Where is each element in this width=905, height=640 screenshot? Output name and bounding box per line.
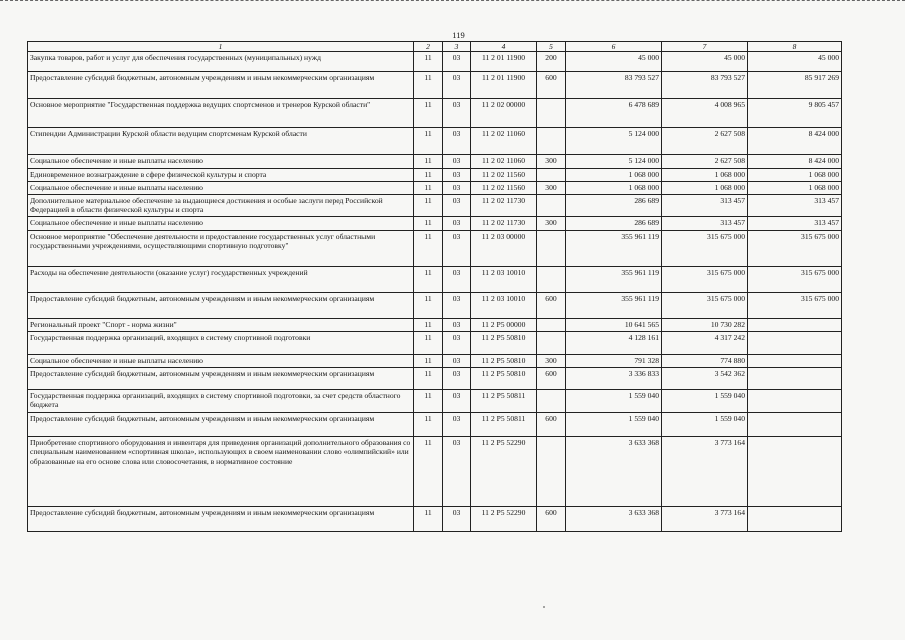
target-article-code: 11 2 03 10010 — [471, 293, 537, 319]
amount-year-1: 83 793 527 — [566, 72, 662, 99]
section-code: 11 — [414, 319, 443, 332]
amount-year-2: 2 627 508 — [662, 155, 748, 169]
amount-year-1: 355 961 119 — [566, 293, 662, 319]
expense-type-code: 600 — [537, 413, 566, 437]
row-name: Региональный проект "Спорт - норма жизни" — [28, 319, 414, 332]
table-row — [28, 507, 842, 532]
amount-year-2: 3 773 164 — [662, 507, 748, 532]
table-row — [28, 99, 842, 128]
amount-year-3 — [748, 507, 842, 532]
target-article-code: 11 2 01 11900 — [471, 72, 537, 99]
table-row — [28, 368, 842, 390]
column-header-3: 3 — [443, 42, 471, 52]
amount-year-3: 315 675 000 — [748, 293, 842, 319]
section-code: 11 — [414, 195, 443, 217]
amount-year-3: 1 068 000 — [748, 182, 842, 195]
amount-year-2: 774 880 — [662, 355, 748, 368]
subsection-code: 03 — [443, 99, 471, 128]
amount-year-1: 1 559 040 — [566, 413, 662, 437]
section-code: 11 — [414, 368, 443, 390]
table-row — [28, 413, 842, 437]
amount-year-2: 315 675 000 — [662, 267, 748, 293]
amount-year-3: 45 000 — [748, 52, 842, 72]
amount-year-3: 1 068 000 — [748, 169, 842, 182]
amount-year-1: 286 689 — [566, 195, 662, 217]
subsection-code: 03 — [443, 437, 471, 507]
subsection-code: 03 — [443, 332, 471, 355]
row-name: Государственная поддержка организаций, входящих в систему спортивной подготовки — [28, 332, 414, 355]
table-header — [28, 42, 842, 52]
expense-type-code: 300 — [537, 355, 566, 368]
target-article-code: 11 2 P5 52290 — [471, 437, 537, 507]
expense-type-code: 600 — [537, 72, 566, 99]
amount-year-2: 313 457 — [662, 217, 748, 231]
subsection-code: 03 — [443, 182, 471, 195]
expense-type-code — [537, 332, 566, 355]
row-name: Предоставление субсидий бюджетным, автономным учреждениям и иным некоммерческим организациям — [28, 413, 414, 437]
table-row — [28, 52, 842, 72]
section-code: 11 — [414, 332, 443, 355]
subsection-code: 03 — [443, 390, 471, 413]
amount-year-2: 3 773 164 — [662, 437, 748, 507]
row-name: Предоставление субсидий бюджетным, автономным учреждениям и иным некоммерческим организациям — [28, 368, 414, 390]
header-row — [28, 42, 842, 52]
row-name: Приобретение спортивного оборудования и инвентаря для приведения организаций дополнительного образования со специальным наименованием «спортивная школа», использующих в своем наименовании слово «олимпийский» или образованные на его основе слова или словосочетания, в нормативное состояние — [28, 437, 414, 507]
subsection-code: 03 — [443, 155, 471, 169]
expense-type-code — [537, 390, 566, 413]
target-article-code: 11 2 P5 50810 — [471, 368, 537, 390]
table-row — [28, 390, 842, 413]
amount-year-1: 3 336 833 — [566, 368, 662, 390]
table-row — [28, 217, 842, 231]
amount-year-3 — [748, 390, 842, 413]
table-row — [28, 332, 842, 355]
table-row — [28, 128, 842, 155]
section-code: 11 — [414, 231, 443, 267]
amount-year-1: 5 124 000 — [566, 155, 662, 169]
amount-year-2: 3 542 362 — [662, 368, 748, 390]
section-code: 11 — [414, 390, 443, 413]
table-body — [28, 52, 842, 532]
amount-year-2: 10 730 282 — [662, 319, 748, 332]
amount-year-1: 286 689 — [566, 217, 662, 231]
table-row — [28, 195, 842, 217]
target-article-code: 11 2 P5 50810 — [471, 332, 537, 355]
table-row — [28, 267, 842, 293]
expense-type-code — [537, 128, 566, 155]
target-article-code: 11 2 02 11730 — [471, 217, 537, 231]
target-article-code: 11 2 01 11900 — [471, 52, 537, 72]
amount-year-1: 10 641 565 — [566, 319, 662, 332]
column-header-1: 1 — [28, 42, 414, 52]
row-name: Предоставление субсидий бюджетным, автономным учреждениям и иным некоммерческим организациям — [28, 507, 414, 532]
row-name: Единовременное вознаграждение в сфере физической культуры и спорта — [28, 169, 414, 182]
amount-year-2: 1 559 040 — [662, 390, 748, 413]
target-article-code: 11 2 03 10010 — [471, 267, 537, 293]
target-article-code: 11 2 02 00000 — [471, 99, 537, 128]
column-header-6: 6 — [566, 42, 662, 52]
scan-edge — [0, 0, 905, 4]
amount-year-1: 3 633 368 — [566, 437, 662, 507]
section-code: 11 — [414, 267, 443, 293]
amount-year-1: 1 068 000 — [566, 182, 662, 195]
section-code: 11 — [414, 293, 443, 319]
section-code: 11 — [414, 128, 443, 155]
target-article-code: 11 2 P5 50811 — [471, 413, 537, 437]
expense-type-code — [537, 99, 566, 128]
section-code: 11 — [414, 437, 443, 507]
subsection-code: 03 — [443, 195, 471, 217]
subsection-code: 03 — [443, 319, 471, 332]
row-name: Предоставление субсидий бюджетным, автономным учреждениям и иным некоммерческим организациям — [28, 293, 414, 319]
column-header-2: 2 — [414, 42, 443, 52]
amount-year-1: 1 068 000 — [566, 169, 662, 182]
row-name: Дополнительное материальное обеспечение за выдающиеся достижения и особые заслуги перед Российской Федерацией в области физической культуры и спорта — [28, 195, 414, 217]
expense-type-code — [537, 169, 566, 182]
subsection-code: 03 — [443, 368, 471, 390]
target-article-code: 11 2 02 11060 — [471, 155, 537, 169]
column-header-8: 8 — [748, 42, 842, 52]
expense-type-code: 600 — [537, 507, 566, 532]
section-code: 11 — [414, 169, 443, 182]
amount-year-2: 1 559 040 — [662, 413, 748, 437]
expense-type-code — [537, 319, 566, 332]
section-code: 11 — [414, 155, 443, 169]
amount-year-2: 4 008 965 — [662, 99, 748, 128]
target-article-code: 11 2 P5 00000 — [471, 319, 537, 332]
row-name: Закупка товаров, работ и услуг для обеспечения государственных (муниципальных) нужд — [28, 52, 414, 72]
amount-year-1: 355 961 119 — [566, 231, 662, 267]
section-code: 11 — [414, 217, 443, 231]
subsection-code: 03 — [443, 507, 471, 532]
amount-year-1: 355 961 119 — [566, 267, 662, 293]
amount-year-2: 315 675 000 — [662, 231, 748, 267]
amount-year-3 — [748, 355, 842, 368]
table-row — [28, 293, 842, 319]
section-code: 11 — [414, 413, 443, 437]
budget-table — [27, 41, 842, 532]
amount-year-3: 313 457 — [748, 217, 842, 231]
amount-year-2: 83 793 527 — [662, 72, 748, 99]
amount-year-1: 1 559 040 — [566, 390, 662, 413]
row-name: Социальное обеспечение и иные выплаты населению — [28, 217, 414, 231]
section-code: 11 — [414, 72, 443, 99]
table-row — [28, 355, 842, 368]
section-code: 11 — [414, 507, 443, 532]
subsection-code: 03 — [443, 72, 471, 99]
amount-year-3 — [748, 319, 842, 332]
target-article-code: 11 2 P5 52290 — [471, 507, 537, 532]
subsection-code: 03 — [443, 217, 471, 231]
table-row — [28, 231, 842, 267]
scan-speck — [543, 606, 545, 608]
amount-year-3 — [748, 368, 842, 390]
expense-type-code — [537, 267, 566, 293]
subsection-code: 03 — [443, 355, 471, 368]
amount-year-2: 2 627 508 — [662, 128, 748, 155]
amount-year-3: 8 424 000 — [748, 128, 842, 155]
row-name: Социальное обеспечение и иные выплаты населению — [28, 155, 414, 169]
target-article-code: 11 2 02 11730 — [471, 195, 537, 217]
table-row — [28, 437, 842, 507]
expense-type-code: 600 — [537, 368, 566, 390]
target-article-code: 11 2 03 00000 — [471, 231, 537, 267]
amount-year-3: 9 805 457 — [748, 99, 842, 128]
expense-type-code: 200 — [537, 52, 566, 72]
expense-type-code: 600 — [537, 293, 566, 319]
subsection-code: 03 — [443, 52, 471, 72]
amount-year-3: 8 424 000 — [748, 155, 842, 169]
target-article-code: 11 2 P5 50811 — [471, 390, 537, 413]
amount-year-1: 5 124 000 — [566, 128, 662, 155]
page-number: 119 — [452, 30, 465, 40]
subsection-code: 03 — [443, 231, 471, 267]
column-header-7: 7 — [662, 42, 748, 52]
table-row — [28, 72, 842, 99]
amount-year-2: 1 068 000 — [662, 169, 748, 182]
column-header-5: 5 — [537, 42, 566, 52]
section-code: 11 — [414, 182, 443, 195]
amount-year-3 — [748, 332, 842, 355]
section-code: 11 — [414, 99, 443, 128]
expense-type-code: 300 — [537, 182, 566, 195]
row-name: Предоставление субсидий бюджетным, автономным учреждениям и иным некоммерческим организациям — [28, 72, 414, 99]
amount-year-1: 4 128 161 — [566, 332, 662, 355]
subsection-code: 03 — [443, 267, 471, 293]
amount-year-2: 45 000 — [662, 52, 748, 72]
row-name: Стипендии Администрации Курской области ведущим спортсменам Курской области — [28, 128, 414, 155]
amount-year-2: 315 675 000 — [662, 293, 748, 319]
amount-year-2: 313 457 — [662, 195, 748, 217]
row-name: Социальное обеспечение и иные выплаты населению — [28, 355, 414, 368]
amount-year-3 — [748, 413, 842, 437]
amount-year-3: 315 675 000 — [748, 267, 842, 293]
subsection-code: 03 — [443, 413, 471, 437]
row-name: Социальное обеспечение и иные выплаты населению — [28, 182, 414, 195]
amount-year-3: 85 917 269 — [748, 72, 842, 99]
amount-year-3: 313 457 — [748, 195, 842, 217]
expense-type-code: 300 — [537, 155, 566, 169]
expense-type-code — [537, 195, 566, 217]
subsection-code: 03 — [443, 293, 471, 319]
row-name: Расходы на обеспечение деятельности (оказание услуг) государственных учреждений — [28, 267, 414, 293]
row-name: Основное мероприятие "Государственная поддержка ведущих спортсменов и тренеров Курской области" — [28, 99, 414, 128]
expense-type-code — [537, 231, 566, 267]
table-row — [28, 169, 842, 182]
table-row — [28, 319, 842, 332]
expense-type-code: 300 — [537, 217, 566, 231]
target-article-code: 11 2 02 11560 — [471, 182, 537, 195]
amount-year-1: 3 633 368 — [566, 507, 662, 532]
column-header-4: 4 — [471, 42, 537, 52]
subsection-code: 03 — [443, 128, 471, 155]
target-article-code: 11 2 02 11560 — [471, 169, 537, 182]
section-code: 11 — [414, 52, 443, 72]
subsection-code: 03 — [443, 169, 471, 182]
target-article-code: 11 2 02 11060 — [471, 128, 537, 155]
table-row — [28, 182, 842, 195]
amount-year-1: 791 328 — [566, 355, 662, 368]
row-name: Государственная поддержка организаций, входящих в систему спортивной подготовки, за счет средств областного бюджета — [28, 390, 414, 413]
amount-year-1: 45 000 — [566, 52, 662, 72]
row-name: Основное мероприятие "Обеспечение деятельности и предоставление государственных услуг областными государственными учреждениями, осуществляющими спортивную подготовку" — [28, 231, 414, 267]
amount-year-3 — [748, 437, 842, 507]
amount-year-2: 4 317 242 — [662, 332, 748, 355]
target-article-code: 11 2 P5 50810 — [471, 355, 537, 368]
section-code: 11 — [414, 355, 443, 368]
table-row — [28, 155, 842, 169]
expense-type-code — [537, 437, 566, 507]
amount-year-1: 6 478 689 — [566, 99, 662, 128]
amount-year-2: 1 068 000 — [662, 182, 748, 195]
amount-year-3: 315 675 000 — [748, 231, 842, 267]
